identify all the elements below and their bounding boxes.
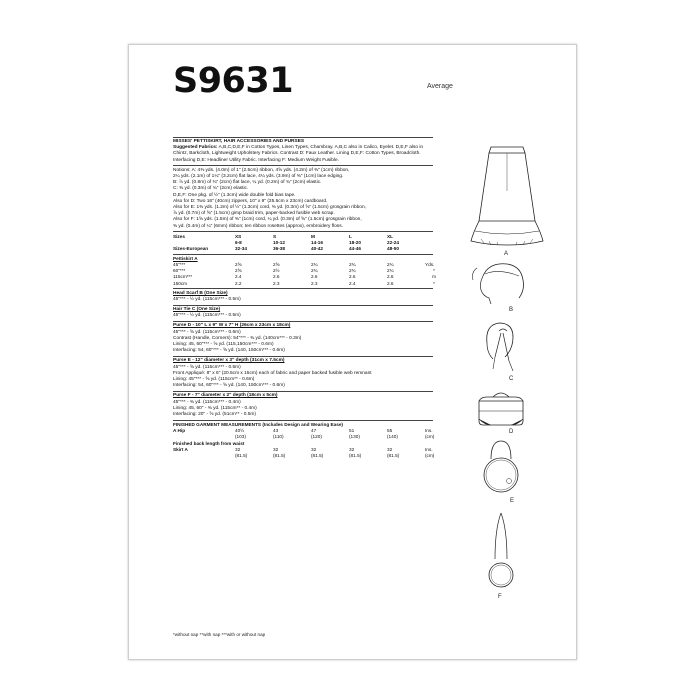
pattern-title: MISSES' PETTISKIRT, HAIR ACCESSORIES AND PURSES	[173, 139, 305, 144]
head-scarf-illustration	[469, 258, 529, 306]
view-label-a: A	[504, 251, 509, 257]
section-label: Purse F - 7" diameter x 2" depth (18cm x 5cm)	[173, 393, 278, 399]
fabrics-block	[173, 145, 433, 164]
size-number: 14-16	[311, 239, 323, 245]
yardage-line: 45"*** - ½ yd. (115cm*** - 0.5m)	[173, 313, 241, 319]
size-euro: 36-38	[273, 246, 285, 252]
head-scarf-block	[173, 291, 433, 303]
purse-e-block	[173, 358, 433, 389]
divider	[173, 288, 433, 289]
purse-f-illustration	[481, 509, 521, 593]
notions-line: Also for D: Two 16" (40cm) zippers, 10" x 9" (25.5cm x 23cm) cardboard.	[173, 198, 328, 204]
yardage-line: 45"*** - ⅜ yd. (115cm*** - 0.4m)	[173, 399, 241, 405]
measure-row: (103) (110) (120) (130) (140) (cm)	[235, 434, 435, 440]
section-label: Hair Tie C (One Size)	[173, 307, 221, 312]
view-label-c: C	[509, 376, 514, 382]
size-euro: 40-42	[311, 246, 323, 252]
purse-d-block	[173, 323, 433, 354]
yardage-line: Contrast (Handle, Corners): 54"*** - ⅜ yd. (140cm*** - 0.3m)	[173, 335, 302, 341]
notions-line: 2¼ yds. (2.1m) of 1¼" (3.2cm) flat lace, 4¼ yds. (3.9m) of ⅜" (1cm) lace edging.	[173, 174, 344, 180]
size-euro: 48-50	[387, 246, 399, 252]
divider	[173, 231, 433, 232]
size-number: 18-20	[349, 239, 361, 245]
section-label: Purse D - 10" L x 9" W x 7" H (26cm x 23cm x 18cm)	[173, 323, 291, 329]
size-euro: 32-34	[235, 246, 247, 252]
hair-tie-illustration	[469, 317, 529, 375]
size-letter: XS	[235, 233, 242, 239]
yardage-line: 45"*** - ⅝ yd. (115cm*** - 0.6m)	[173, 364, 241, 370]
view-label-f: F	[498, 594, 502, 600]
size-letter: XL	[387, 233, 393, 239]
divider	[173, 391, 433, 392]
length-label: Finished back length from waist	[173, 440, 245, 446]
notions-line: D,E,F: One pkg. of ½" (1.3cm) wide double fold bias tape.	[173, 192, 296, 198]
yardage-row: 45"*** 2⅝ 2⅝ 2¾ 2¾ 2¾ Yds.	[173, 262, 435, 268]
notions-line: Notions: A: 4⅜ yds. (4.0m) of 1" (2.5cm) ribbon, 4⅝ yds. (4.2m) of ⅜" (1cm) ribbon,	[173, 167, 350, 173]
yardage-line: Lining: 45, 60" - ⅜ yd. (115cm** - 0.4m)	[173, 405, 257, 411]
size-letter: L	[349, 233, 352, 239]
notions-line: ⅜ yd. (0.4m) of ¼" (6mm) ribbon; ten ribbon rosettes (approx), embroidery floss.	[173, 223, 343, 229]
notions-line: C: ⅜ yd. (0.3m) of ¾" (2cm) elastic.	[173, 186, 249, 192]
fabrics-label: Suggested Fabrics:	[173, 145, 218, 151]
yardage-line: Interfacing: 54, 60"*** - ⅝ yd. (140, 150cm*** - 0.6m)	[173, 348, 285, 354]
size-number: 22-24	[387, 239, 399, 245]
divider	[173, 137, 433, 138]
divider	[173, 356, 433, 357]
fit-label: Average	[427, 83, 453, 90]
measure-row: A Hip 40½ 43 47 51 55 Ins.	[173, 428, 433, 434]
section-label: Purse E - 12" diameter x 3" depth (31cm x 7.5cm)	[173, 358, 285, 364]
section-label: Head Scarf B (One Size)	[173, 290, 228, 296]
info-column	[173, 135, 436, 459]
divider	[173, 254, 433, 255]
yardage-line: 45"*** - ⅝ yd. (115cm*** - 0.6m)	[173, 329, 241, 335]
divider	[173, 305, 433, 306]
notions-line: Also for E: 1⅜ yds. (1.2m) of ½" (1.3cm) cord, ⅜ yd. (0.3m) of ⅝" (1.5cm) grosgrain ribbon,	[173, 205, 366, 211]
yardage-line: Lining: 45"*** - ⅝ yd. (115cm** - 0.6m)	[173, 377, 255, 383]
yardage-row: 150cm 2.2 2.3 2.3 2.4 2.6 *	[173, 280, 435, 286]
purse-e-illustration	[473, 437, 529, 497]
yardage-line: 45"*** - ½ yd. (115cm*** - 0.5m)	[173, 296, 241, 302]
divider	[173, 420, 433, 421]
fabrics-text: A,B,C,D,E,F in Cotton Types, Linen Types, Chambray. A,B,C also in Calico, Eyelet. D,E,F also in Chintz, Barkcloth, Lightweight Upholstery Fabrics. Contrast D: Faux Leather. Lining D,E,F: Cotton Types, Broadcloth. Interfacing D,E: Headliner Utility Fabric. Interfacing F: Medium Weight Fusible.	[173, 145, 424, 163]
pattern-envelope-back	[128, 44, 577, 660]
measure-row: (81.5) (81.5) (81.5) (81.5) (81.5) (cm)	[235, 452, 435, 458]
size-euro: 44-46	[349, 246, 361, 252]
size-letter: S	[273, 233, 277, 239]
size-number: 10-12	[273, 239, 285, 245]
measure-row: Skirt A 32 32 32 32 32 Ins.	[173, 446, 433, 452]
purse-f-block	[173, 393, 433, 418]
view-label-e: E	[510, 498, 515, 504]
yardage-line: Interfacing: 54, 60"*** - ⅝ yd. (140, 150cm*** - 0.6m)	[173, 383, 285, 389]
purse-d-illustration	[473, 389, 529, 427]
notions-line: Also for F: 1⅝ yds. (1.5m) of ⅜" (1cm) cord, ¼ yd. (0.3m) of ⅝" (1.5cm) grosgrain ribbon,	[173, 217, 362, 223]
measurements-title: FINISHED GARMENT MEASUREMENTS (Includes Design and Wearing Ease)	[173, 422, 343, 428]
divider	[173, 321, 433, 322]
sizes-table	[173, 234, 443, 252]
yardage-line: Interfacing: 20" - ⅝ yd. (51cm** - 0.5m)	[173, 412, 257, 418]
size-letter: M	[311, 233, 315, 239]
view-label-d: D	[509, 429, 514, 435]
yardage-line: Lining: 45, 60"*** - ⅝ yd. (115,150cm*** - 0.6m)	[173, 342, 274, 348]
notions-line: B: ⅞ yd. (0.8m) of ¾" (2cm) flat lace, ¼ yd. (0.2m) of ¾" (2cm) elastic.	[173, 180, 322, 186]
pettiskirt-label: Pettiskirt A	[173, 256, 198, 262]
yardage-line: Front Appliqué: 8" x 6" (20.5cm x 15cm) each of fabric and paper backed fusible web remnant	[173, 370, 372, 376]
pettiskirt-table	[173, 256, 443, 286]
footnote: *without nap **with nap ***with or without nap	[173, 632, 266, 637]
hair-tie-block	[173, 307, 433, 319]
pattern-number: S9631	[173, 61, 294, 101]
sizes-label: Sizes	[173, 233, 185, 239]
yardage-row: 115cm*** 2.4 2.6 2.6 2.6 2.6 m	[173, 274, 436, 280]
divider	[173, 165, 433, 166]
measurements-table	[173, 422, 443, 459]
size-number: 6-8	[235, 239, 242, 245]
notions-line: ⅞ yd. (0.7m) of ⅝" (1.5cm) gimp braid trim, paper-backed fusible web scrap.	[173, 211, 335, 217]
view-label-b: B	[509, 307, 514, 313]
notions-block	[173, 168, 433, 230]
yardage-row: 60"*** 2⅝ 2½ 2¾ 2¾ 2¾ *	[173, 268, 435, 274]
pettiskirt-illustration	[467, 141, 547, 249]
sizes-euro-label: Sizes-European	[173, 246, 209, 252]
